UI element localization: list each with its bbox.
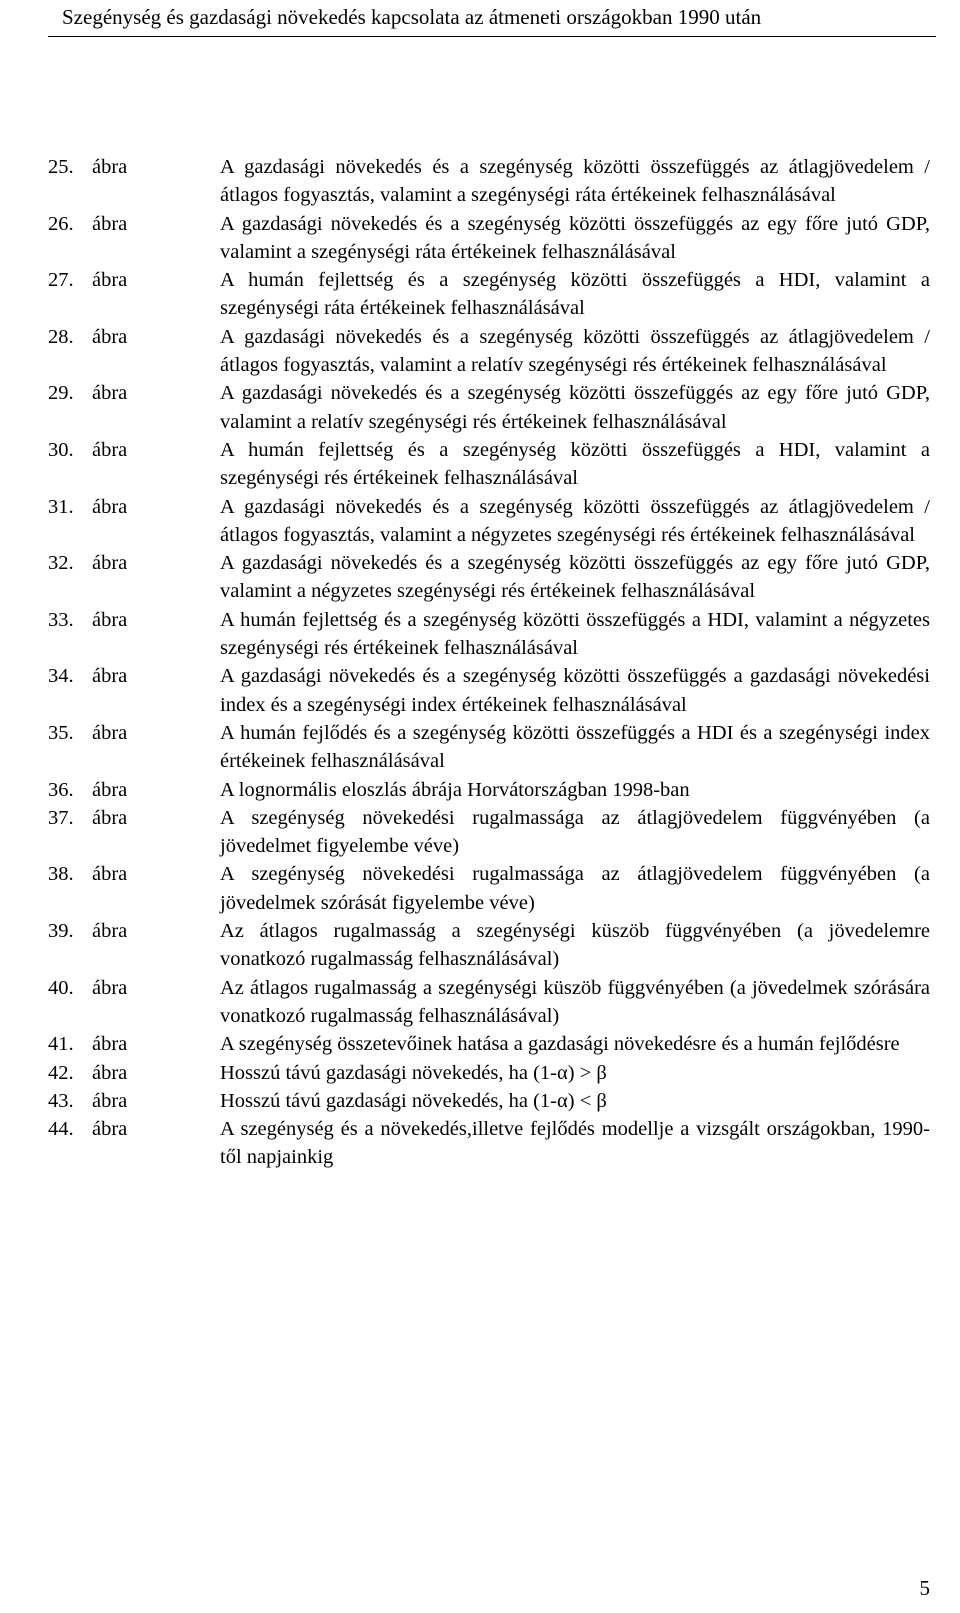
figure-number: 32. (48, 552, 74, 575)
page-number: 5 (919, 1576, 930, 1600)
figure-number: 34. (48, 665, 74, 688)
figure-caption: A szegénység növekedési rugalmassága az átlagjövedelem függvényében (a jövedelmek szórását figyelembe véve) (220, 863, 930, 914)
figure-number: 30. (48, 438, 74, 461)
list-item (48, 210, 930, 267)
figure-caption: A szegénység és a növekedés,illetve fejlődés modellje a vizsgált országokban, 1990-től napjainkig (220, 1118, 930, 1169)
figure-label: ábra (92, 495, 128, 518)
list-item (48, 719, 930, 776)
list-item (48, 917, 930, 974)
figure-caption: A szegénység növekedési rugalmassága az átlagjövedelem függvényében (a jövedelmet figyelembe véve) (220, 806, 930, 858)
figure-number: 29. (48, 382, 74, 405)
list-item (48, 493, 930, 550)
figure-label: ábra (92, 1118, 128, 1141)
figure-number: 36. (48, 778, 74, 801)
figure-caption: A lognormális eloszlás ábrája Horvátországban 1998-ban (220, 778, 690, 801)
list-item (48, 323, 930, 380)
list-item (48, 776, 930, 804)
figure-caption: Az átlagos rugalmasság a szegénységi küszöb függvényében (a jövedelmek szórására vonatkozó rugalmasság felhasználásával) (220, 976, 930, 1027)
figure-caption: A humán fejlődés és a szegénység közötti összefüggés a HDI és a szegénységi index értékeinek felhasználásával (220, 721, 930, 773)
figure-list (48, 153, 930, 1172)
figure-number: 27. (48, 269, 74, 292)
list-item (48, 153, 930, 210)
list-item (48, 804, 930, 861)
figure-number: 33. (48, 608, 74, 631)
figure-number: 25. (48, 156, 74, 178)
figure-caption: A gazdasági növekedés és a szegénység közötti összefüggés a gazdasági növekedési index és a szegénységi index értékeinek felhasználásával (220, 665, 930, 716)
figure-caption: Hosszú távú gazdasági növekedés, ha (1-α) < β (220, 1089, 607, 1112)
figure-number: 39. (48, 920, 74, 943)
figure-label: ábra (92, 1033, 128, 1056)
list-item (48, 1087, 930, 1115)
list-item (48, 436, 930, 493)
figure-caption: A gazdasági növekedés és a szegénység közötti összefüggés az átlagjövedelem / átlagos fogyasztás, valamint a négyzetes szegénységi rés értékeinek felhasználásával (220, 495, 930, 546)
figure-label: ábra (92, 1061, 128, 1084)
figure-caption: A gazdasági növekedés és a szegénység közötti összefüggés az egy főre jutó GDP, valamint a négyzetes szegénységi rés értékeinek felhasználásával (220, 552, 930, 603)
figure-caption: A gazdasági növekedés és a szegénység közötti összefüggés az átlagjövedelem / átlagos fogyasztás, valamint a szegénységi ráta értékeinek felhasználásával (220, 156, 930, 207)
figure-label: ábra (92, 665, 128, 688)
figure-label: ábra (92, 920, 128, 943)
figure-caption: Hosszú távú gazdasági növekedés, ha (1-α) > β (220, 1061, 607, 1084)
figure-label: ábra (92, 1089, 128, 1112)
list-item (48, 860, 930, 917)
figure-label: ábra (92, 721, 128, 744)
figure-label: ábra (92, 806, 128, 829)
figure-number: 31. (48, 495, 74, 518)
figure-number: 43. (48, 1089, 74, 1112)
list-item (48, 379, 930, 436)
list-item (48, 1059, 930, 1087)
figure-label: ábra (92, 156, 128, 178)
list-item (48, 662, 930, 719)
figure-caption: A szegénység összetevőinek hatása a gazdasági növekedésre és a humán fejlődésre (220, 1033, 900, 1056)
figure-number: 42. (48, 1061, 74, 1084)
list-item (48, 974, 930, 1031)
figure-label: ábra (92, 325, 128, 348)
list-item (48, 606, 930, 663)
figure-label: ábra (92, 438, 128, 461)
figure-caption: A gazdasági növekedés és a szegénység közötti összefüggés az átlagjövedelem / átlagos fogyasztás, valamint a relatív szegénységi rés értékeinek felhasználásával (220, 325, 930, 377)
figure-number: 41. (48, 1033, 74, 1056)
list-item (48, 266, 930, 323)
figure-number: 40. (48, 976, 74, 999)
running-header: Szegénység és gazdasági növekedés kapcsolata az átmeneti országokban 1990 után (62, 5, 762, 29)
figure-number: 37. (48, 806, 74, 829)
figure-label: ábra (92, 212, 128, 235)
figure-label: ábra (92, 382, 128, 405)
figure-number: 28. (48, 325, 74, 348)
figure-caption: Az átlagos rugalmasság a szegénységi küszöb függvényében (a jövedelemre vonatkozó rugalmasság felhasználásával) (220, 920, 930, 971)
figure-label: ábra (92, 608, 128, 631)
figure-label: ábra (92, 778, 128, 801)
list-item (48, 1115, 930, 1172)
figure-caption: A gazdasági növekedés és a szegénység közötti összefüggés az egy főre jutó GDP, valamint a szegénységi ráta értékeinek felhasználásával (220, 212, 930, 263)
figure-caption: A humán fejlettség és a szegénység közötti összefüggés a HDI, valamint a szegénységi ráta értékeinek felhasználásával (220, 269, 930, 320)
figure-number: 26. (48, 212, 74, 235)
list-item (48, 1030, 930, 1058)
figure-caption: A humán fejlettség és a szegénység közötti összefüggés a HDI, valamint a négyzetes szegénységi rés értékeinek felhasználásával (220, 608, 930, 660)
header-rule (48, 36, 936, 37)
figure-number: 35. (48, 721, 74, 744)
list-item (48, 549, 930, 606)
figure-label: ábra (92, 269, 128, 292)
figure-caption: A gazdasági növekedés és a szegénység közötti összefüggés az egy főre jutó GDP, valamint a relatív szegénységi rés értékeinek felhasználásával (220, 382, 930, 433)
figure-label: ábra (92, 863, 128, 886)
figure-number: 38. (48, 863, 74, 886)
figure-label: ábra (92, 552, 128, 575)
figure-caption: A humán fejlettség és a szegénység közötti összefüggés a HDI, valamint a szegénységi rés értékeinek felhasználásával (220, 438, 930, 490)
figure-label: ábra (92, 976, 128, 999)
figure-number: 44. (48, 1118, 74, 1141)
